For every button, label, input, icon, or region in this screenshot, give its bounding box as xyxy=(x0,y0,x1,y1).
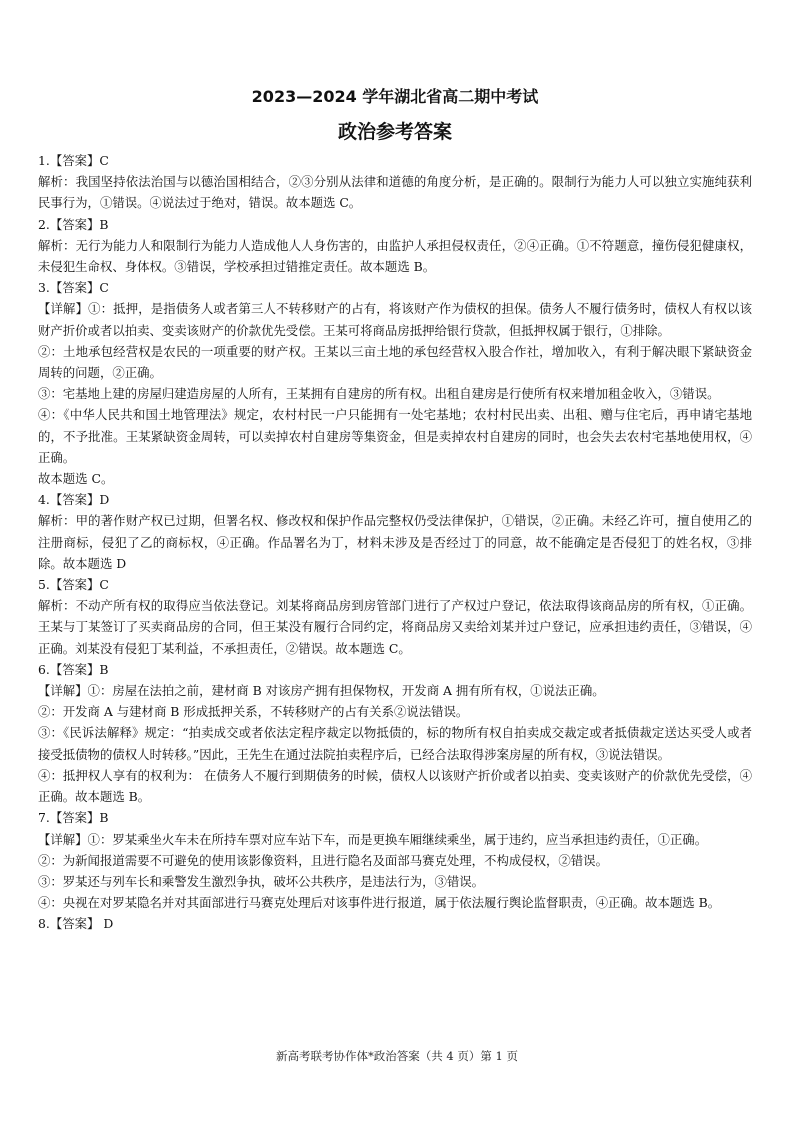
explanation-line: ④：《中华人民共和国土地管理法》规定，农村村民一户只能拥有一处宅基地；农村村民出卖、出租、赠与住宅后，再申请宅基地的，不予批准。王某紧缺资金周转，可以卖掉农村自建房等集资金，但是卖掉农村自建房的同时，也会失去农村宅基地使用权，④正确。 xyxy=(38,407,752,465)
explanation-line: 解析：无行为能力人和限制行为能力人造成他人人身伤害的，由监护人承担侵权责任，②④正确。①不符题意，撞伤侵犯健康权，未侵犯生命权、身体权。③错误，学校承担过错推定责任。故本题选 B。 xyxy=(38,237,752,275)
answer-key-line: 6.【答案】B xyxy=(38,661,109,677)
explanation-line: ②：为新闻报道需要不可避免的使用该影像资料，且进行隐名及面部马赛克处理，不构成侵权，②错误。 xyxy=(38,852,608,868)
explanation-line: 解析：甲的著作财产权已过期，但署名权、修改权和保护作品完整权仍受法律保护，①错误，②正确。未经乙许可，擅自使用乙的注册商标，侵犯了乙的商标权，④正确。作品署名为丁，材料未涉及是否经过丁的同意，故不能确定是否侵犯丁的姓名权，③排除。故本题选 D xyxy=(38,513,752,571)
answer-key-line: 4.【答案】D xyxy=(38,492,110,508)
explanation-line: 【详解】①：房屋在法拍之前，建材商 B 对该房产拥有担保物权，开发商 A 拥有所有权，①说法正确。 xyxy=(38,683,605,699)
answer-key-line: 2.【答案】B xyxy=(38,216,109,232)
explanation-line: ③：《民诉法解释》规定：“拍卖成交或者依法定程序裁定以物抵债的，标的物所有权自拍卖成交裁定或者抵债裁定送达买受人或者接受抵债物的债权人时转移。”因此，王先生在通过法院拍卖程序后，已经合法取得涉案房屋的所有权，③说法错误。 xyxy=(38,725,752,762)
explanation-line: ③：宅基地上建的房屋归建造房屋的人所有，王某拥有自建房的所有权。出租自建房是行使所有权来增加租金收入，③错误。 xyxy=(38,386,720,402)
answer-key-line: 5.【答案】C xyxy=(38,577,109,593)
exam-title: 2023—2024 学年湖北省高二期中考试 xyxy=(251,87,539,106)
explanation-line: ②：土地承包经营权是农民的一项重要的财产权。王某以三亩土地的承包经营权入股合作社，增加收入，有利于解决眼下紧缺资金周转的问题，②正确。 xyxy=(38,343,752,381)
explanation-line: ④：央视在对罗某隐名并对其面部进行马赛克处理后对该事件进行报道，属于依法履行舆论监督职责，④正确。故本题选 B。 xyxy=(38,895,721,911)
explanation-line: 解析：我国坚持依法治国与以德治国相结合，②③分别从法律和道德的角度分析，是正确的。限制行为能力人可以独立实施纯获利民事行为，①错误。④说法过于绝对，错误。故本题选 C。 xyxy=(38,174,752,211)
explanation-line: ④：抵押权人享有的权利为： 在债务人不履行到期债务的时候，债权人以该财产折价或者以拍卖、变卖该财产的价款优先受偿，④正确。故本题选 B。 xyxy=(38,767,752,805)
page-footer: 新高考联考协作体*政治答案（共 4 页）第 1 页 xyxy=(275,1049,518,1063)
answer-key-line: 3.【答案】C xyxy=(38,280,109,296)
explanation-line: 解析：不动产所有权的取得应当依法登记。刘某将商品房到房管部门进行了产权过户登记，依法取得该商品房的所有权，①正确。王某与丁某签订了买卖商品房的合同，但王某没有履行合同约定，将商品房又卖给刘某并过户登记，应承担违约责任，③错误，④正确。刘某没有侵犯丁某利益，不承担责任，②错误。故本题选 C。 xyxy=(38,598,752,656)
explanation-line: ②：开发商 A 与建材商 B 形成抵押关系，不转移财产的占有关系②说法错误。 xyxy=(38,704,469,720)
answer-body xyxy=(38,150,752,935)
answer-key-line: 8.【答案】 D xyxy=(38,916,114,932)
answer-key-line: 1.【答案】C xyxy=(38,153,109,168)
answer-subtitle: 政治参考答案 xyxy=(337,121,452,143)
explanation-line: 故本题选 C。 xyxy=(38,471,114,487)
explanation-line: 【详解】①：罗某乘坐火车未在所持车票对应车站下车，而是更换车厢继续乘坐，属于违约，应当承担违约责任，①正确。 xyxy=(38,831,708,847)
explanation-line: ③：罗某还与列车长和乘警发生激烈争执，破坏公共秩序，是违法行为，③错误。 xyxy=(38,873,485,889)
answer-key-line: 7.【答案】B xyxy=(38,810,109,826)
explanation-line: 【详解】①：抵押，是指债务人或者第三人不转移财产的占有，将该财产作为债权的担保。债务人不履行债务时，债权人有权以该财产折价或者以拍卖、变卖该财产的价款优先受偿。王某可将商品房抵押给银行贷款，但抵押权属于银行，①排除。 xyxy=(38,301,752,338)
